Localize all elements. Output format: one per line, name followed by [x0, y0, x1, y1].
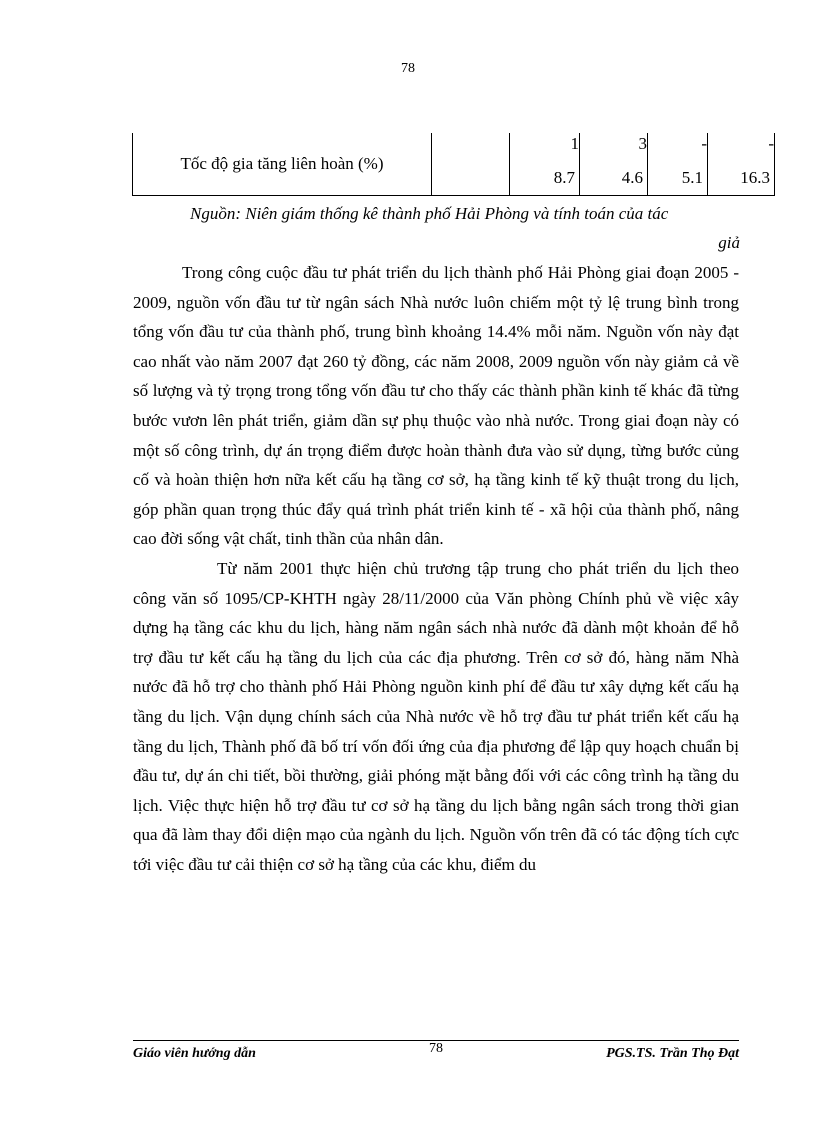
paragraph: Từ năm 2001 thực hiện chủ trương tập trung cho phát triển du lịch theo công văn số 1095/CP-KHTH ngày 28/11/2000 của Văn phòng Chính phủ về việc xây dựng hạ tầng các khu du lịch, hàng năm ngân sách nhà nước đã dành một khoản để hỗ trợ đầu tư kết cấu hạ tầng du lịch của các địa phương. Trên cơ sở đó, hàng năm Nhà nước đã hỗ trợ cho thành phố Hải Phòng nguồn kinh phí để đầu tư xây dựng kết cấu hạ tầng du lịch. Vận dụng chính sách của Nhà nước về hỗ trợ đầu tư phát triển kết cấu hạ tầng du lịch, Thành phố đã bố trí vốn đối ứng của địa phương để lập quy hoạch chuẩn bị đầu tư, dự án chi tiết, bồi thường, giải phóng mặt bằng đối với các công trình hạ tầng du lịch. Việc thực hiện hỗ trợ đầu tư cơ sở hạ tầng du lịch bằng ngân sách trong thời gian qua đã làm thay đổi diện mạo của ngành du lịch. Nguồn vốn trên đã có tác động tích cực tới việc đầu tư cải thiện cơ sở hạ tầng của các khu, điểm du [133, 558, 739, 874]
page-footer [133, 1040, 739, 1071]
value-top: 3 [638, 134, 647, 153]
value-bottom: 5.1 [681, 168, 703, 187]
statistics-table [132, 133, 775, 196]
footer-page-number: 78 [429, 1041, 443, 1056]
value-bottom: 4.6 [621, 168, 643, 187]
table-row [133, 133, 775, 196]
row-label: Tốc độ gia tăng liên hoàn (%) [180, 154, 384, 173]
body-text [133, 258, 739, 879]
value-cell [580, 133, 648, 196]
value-cell [510, 133, 580, 196]
value-bottom: 8.7 [553, 168, 575, 187]
value-cell [648, 133, 708, 196]
page-number-top: 78 [401, 61, 415, 76]
source-line-1: Nguồn: Niên giám thống kê thành phố Hải Phòng và tính toán của tác [190, 204, 669, 223]
paragraph: Trong công cuộc đầu tư phát triển du lịch thành phố Hải Phòng giai đoạn 2005 - 2009, nguồn vốn đầu tư từ ngân sách Nhà nước luôn chiếm một tỷ lệ trung bình trong tổng vốn đầu tư của thành phố, trung bình khoảng 14.4% mỗi năm. Nguồn vốn này đạt cao nhất vào năm 2007 đạt 260 tỷ đồng, các năm 2008, 2009 nguồn vốn này giảm cả về số lượng và tỷ trọng trong tổng vốn đầu tư cho thấy các thành phần kinh tế khác đã từng bước vươn lên phát triển, giảm dần sự phụ thuộc vào nhà nước. Trong giai đoạn này có một số công trình, dự án trọng điểm được hoàn thành đưa vào sử dụng, từng bước củng cố và hoàn thiện hơn nữa kết cấu hạ tầng cơ sở, hạ tầng kinh tế kỹ thuật trong du lịch, góp phần quan trọng thúc đẩy quá trình phát triển kinh tế - xã hội của thành phố, nâng cao đời sống vật chất, tinh thần của nhân dân. [133, 263, 739, 549]
value-cell [708, 133, 775, 196]
source-line-2: giả [718, 233, 740, 252]
value-top: - [701, 134, 707, 153]
value-bottom: 16.3 [740, 168, 770, 187]
value-top: - [768, 134, 774, 153]
table-source-note [190, 199, 740, 257]
value-top: 1 [570, 134, 579, 153]
footer-advisor-name: PGS.TS. Trần Thọ Đạt [606, 1046, 739, 1061]
empty-cell [432, 133, 510, 196]
row-label-cell [133, 133, 432, 196]
footer-advisor-label: Giáo viên hướng dẫn [133, 1046, 256, 1061]
